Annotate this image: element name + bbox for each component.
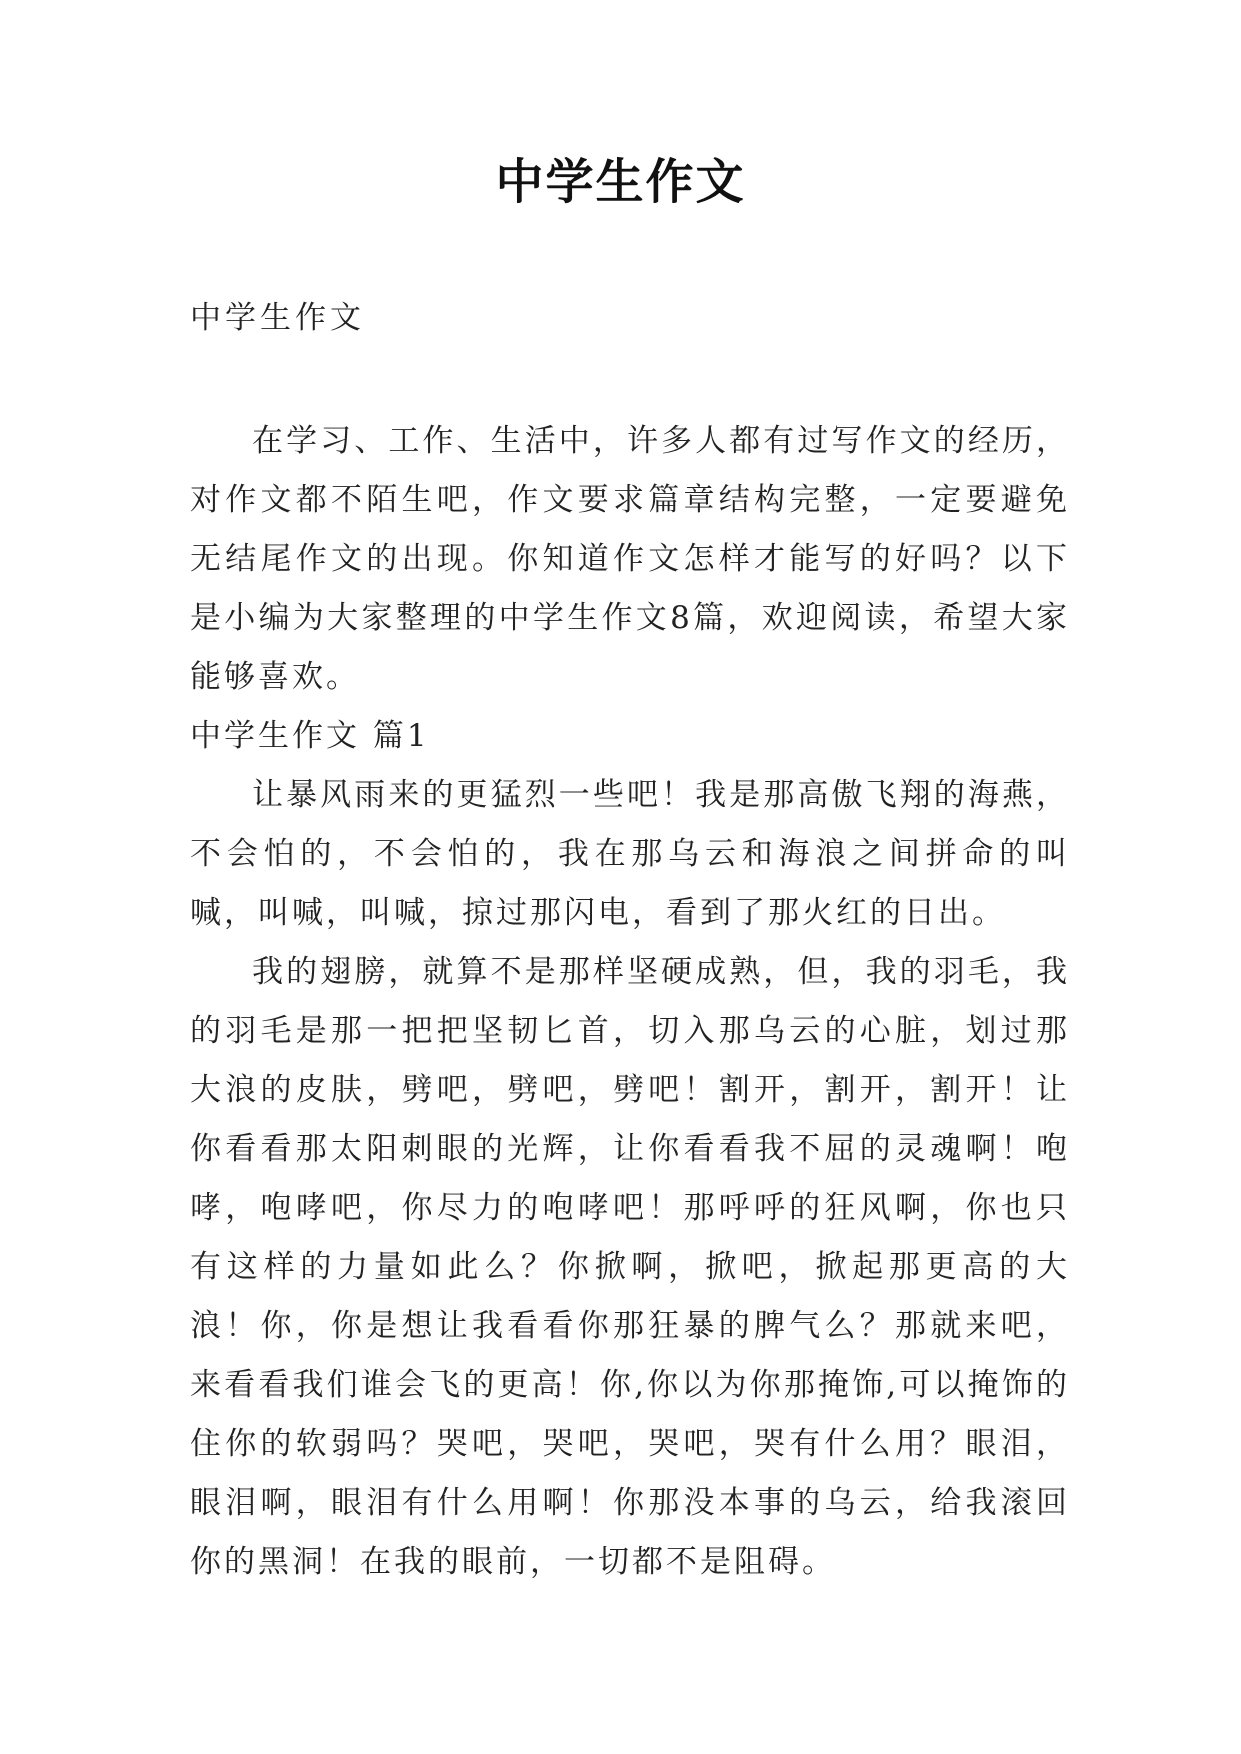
intro-paragraph: 在学习、工作、生活中，许多人都有过写作文的经历，对作文都不陌生吧，作文要求篇章结构完整，一定要避免无结尾作文的出现。你知道作文怎样才能写的好吗？以下是小编为大家整理的中学生作文8篇，欢迎阅读，希望大家能够喜欢。	[190, 423, 1070, 695]
essay-section	[190, 707, 1070, 1592]
document-subtitle: 中学生作文	[190, 300, 365, 336]
document-body	[190, 290, 1070, 1592]
document-title: 中学生作文	[495, 154, 746, 210]
section-heading: 中学生作文 篇1	[190, 718, 430, 754]
body-paragraph: 让暴风雨来的更猛烈一些吧！我是那高傲飞翔的海燕，不会怕的，不会怕的，我在那乌云和海浪之间拼命的叫喊，叫喊，叫喊，掠过那闪电，看到了那火红的日出。	[190, 777, 1070, 931]
body-paragraph: 我的翅膀，就算不是那样坚硬成熟，但，我的羽毛，我的羽毛是那一把把坚韧匕首，切入那乌云的心脏，划过那大浪的皮肤，劈吧，劈吧，劈吧！割开，割开，割开！让你看看那太阳刺眼的光辉，让你看看我不屈的灵魂啊！咆哮，咆哮吧，你尽力的咆哮吧！那呼呼的狂风啊，你也只有这样的力量如此么？你掀啊，掀吧，掀起那更高的大浪！你，你是想让我看看你那狂暴的脾气么？那就来吧，来看看我们谁会飞的更高！你,你以为你那掩饰,可以掩饰的住你的软弱吗？哭吧，哭吧，哭吧，哭有什么用？眼泪，眼泪啊，眼泪有什么用啊！你那没本事的乌云，给我滚回你的黑洞！在我的眼前，一切都不是阻碍。	[190, 954, 1070, 1580]
